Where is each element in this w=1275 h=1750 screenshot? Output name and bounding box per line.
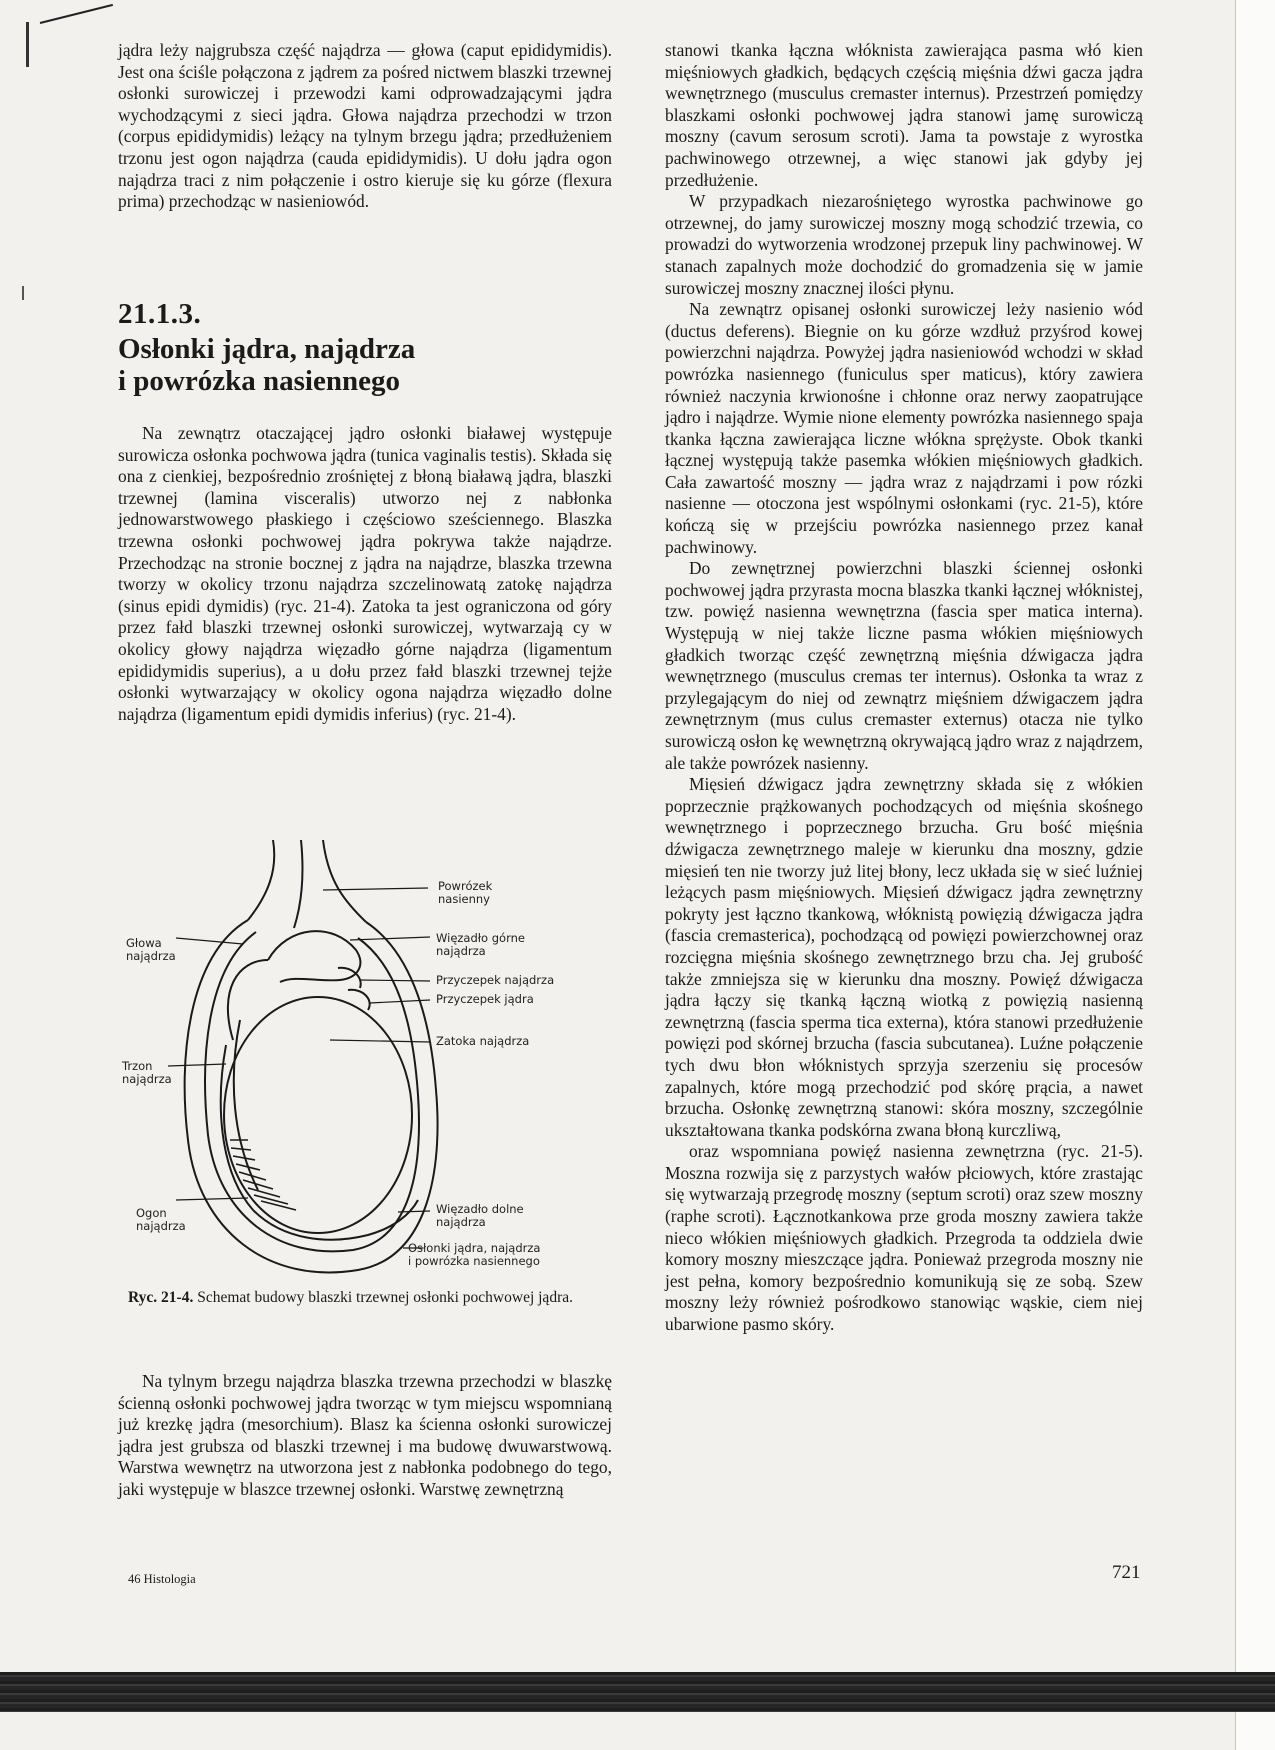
label-epididymis-body	[122, 1060, 172, 1086]
text-line: z jądra na najądrze, blaszka trzewna tworzy w okolicy	[118, 552, 612, 595]
text-line: białawą jądra, blaszki trzewnej (lamina visceralis) utworzo	[118, 466, 612, 508]
text-line: przez fałd blaszki trzewnej osłonki surowiczej, wytwarzają	[118, 617, 563, 638]
text-line: na utworzona jest z nabłonka podobnego do tego, jaki	[118, 1457, 612, 1499]
text-line: kę wewnętrzną okrywającą jądro wraz z najądrzem, ale	[665, 731, 1143, 773]
left-column-top	[118, 40, 612, 213]
epididymis-body-edge	[228, 960, 268, 1040]
text-line: pełna, komory bezpośrednio komunikują się ze sobą. Szew	[698, 1270, 1143, 1291]
paper-edge	[1235, 0, 1275, 1750]
text-line: sześciennego. Blaszka trzewna osłonki pochwowej jądra	[118, 509, 612, 551]
label-epididymis-tail	[136, 1207, 186, 1233]
testis-body	[224, 997, 412, 1233]
appendix-testis	[348, 990, 370, 1010]
text-line: lecz układa się w sieć luźniej leżących pasm mięśniowych.	[665, 860, 1143, 903]
label-appendix-epididymis: Przyczepek najądrza	[436, 973, 555, 987]
text-line: moszny leży również pośrodkowo stanowiąc wąskie, ciem	[665, 1292, 1107, 1313]
label-line: i powrózka nasiennego	[408, 1254, 540, 1268]
text-line: tkankową, włóknistą powięzią dźwigacza jądra (fascia	[665, 903, 1144, 946]
text-line: poprzecznie prążkowanych pochodzących od mięśnia	[665, 795, 1079, 816]
text-line: oraz rozcięgna mięśnia skośnego zewnętrznego brzu	[665, 925, 1144, 967]
text-line: groda moszny zawiera także nieco włókien mięśniowych	[665, 1206, 1143, 1248]
label-line: Powrózek	[438, 879, 493, 893]
label-appendix-testis: Przyczepek jądra	[436, 992, 534, 1006]
label-epididymal-sinus: Zatoka najądrza	[436, 1034, 530, 1048]
text-line: występują także pasemka włókien mięśniowych gładkich.	[722, 450, 1143, 471]
text-line: 21-5), które kończą się w przejściu powrózka nasiennego	[665, 493, 1143, 536]
text-line: miejscu wspomnianą już krezkę jądra (mesorchium). Blasz	[118, 1392, 612, 1435]
scan-tick	[22, 286, 24, 300]
label-line: najądrza	[122, 1072, 172, 1086]
text-line: bość mięśnia dźwigacza zewnętrznego maleje w kierunku	[665, 817, 1143, 859]
text-line: Jama ta powstaje z wyrostka pachwinowego otrzewnej,	[665, 126, 1143, 168]
paragraph-right-3	[665, 299, 1143, 558]
text-line: Na tylnym brzegu najądrza blaszka trzewna przechodzi	[142, 1371, 542, 1391]
label-line: najądrza	[126, 949, 176, 963]
text-line: ter internus). Osłonka ta wraz z przylegającym do niej od	[665, 666, 1143, 708]
cord-outline-left	[248, 840, 274, 920]
text-line: matica interna). Występują w niej także liczne pasma	[665, 601, 1143, 644]
section-title-line: Osłonki jądra, najądrza	[118, 333, 416, 365]
text-line: ilości płynu.	[868, 277, 955, 298]
text-line: do gromadzenia się w jamie surowiczej moszny znacznej	[665, 255, 1143, 298]
paragraph-right-4	[665, 558, 1143, 774]
text-line: wiotką z powięzią nasienną zewnętrzną (fascia sperma	[665, 990, 1143, 1032]
text-line: gacza jądra wewnętrznego (musculus cremaster internus).	[665, 61, 1143, 104]
text-line: cremasterica), pochodzącą od powięzi powierzchownej	[717, 925, 1114, 946]
text-line: występuje w blaszce trzewnej osłonki. Warstwę zewnętrzną	[148, 1478, 564, 1499]
section-title	[118, 333, 558, 397]
text-line: mieszczące jądra. Ponieważ przegroda moszny nie jest	[665, 1249, 1143, 1291]
text-line: skórnej brzucha (fascia subcutanea). Luźne połączenie	[757, 1033, 1144, 1054]
text-line: cha. Jej grubość także zmniejsza się w kierunku dna	[665, 946, 1143, 989]
text-line: ogona najądrza więzadło dolne najądrza (ligamentum epidi	[118, 682, 612, 724]
cord-outline-far	[323, 840, 366, 922]
text-line: nione elementy powrózka nasiennego spaja tkanka łączna	[665, 407, 1143, 449]
text-line: ukształtowana tkanka podskórna zwana błoną kurczliwą,	[665, 1119, 1061, 1140]
text-line: włókien mięśniowych gładkich tworząc część zewnętrzną	[665, 623, 1143, 665]
text-line: Składa się ona z cienkiej, bezpośrednio zrośniętej z błoną	[118, 444, 612, 487]
text-line: culus cremaster externus) otacza nie tylko surowiczą osłon	[665, 709, 1143, 751]
text-line: pokrywa także najądrze. Przechodząc na stronie bocznej	[118, 530, 612, 573]
paragraph-right-5	[665, 774, 1143, 1141]
left-column-middle	[118, 423, 612, 725]
text-line: trzonu najądrza szczelinowatą zatokę najądrza (sinus epidi	[118, 574, 612, 616]
paragraph-tunica-vaginalis	[118, 423, 612, 725]
paragraph-right-1	[665, 40, 1143, 191]
paragraph-epididymis	[118, 40, 612, 213]
label-line: Osłonki jądra, najądrza	[408, 1241, 541, 1255]
paragraph-right-2	[665, 191, 1143, 299]
text-line: gładkich. Przegroda ta oddziela dwie komory moszny	[665, 1227, 1143, 1270]
label-line: Więzadło dolne	[436, 1202, 524, 1216]
text-line: niej ubarwione pasmo skóry.	[665, 1292, 1143, 1335]
text-line: stanowi jamę surowiczą moszny (cavum serosum scroti).	[665, 104, 1143, 147]
scan-shadow-bar	[0, 1672, 1275, 1712]
label-line: nasienny	[438, 892, 490, 906]
text-line: epididymidis). Jest ona ściśle połączona z jądrem za pośred	[118, 40, 612, 82]
text-line: cy w okolicy głowy najądrza więzadło górne najądrza	[118, 617, 612, 659]
text-line: leżący na tylnym brzegu jądra; przedłużeniem trzonu jest	[118, 126, 612, 168]
text-line: liny pachwinowej. W stanach zapalnych może dochodzić	[665, 234, 1144, 276]
paragraph-right-6	[665, 1141, 1143, 1335]
text-line: moszny. Powięź dźwigacza jądra łączy się tkanką łączną	[665, 968, 1143, 1011]
text-line: włóknistej, tzw. powięź nasienna wewnętrzna (fascia sper	[665, 579, 1143, 622]
text-line: skośnego wewnętrznego i poprzecznego brzucha. Gru	[665, 795, 1143, 838]
text-line: pochwowej jądra przyrasta mocna blaszka tkanki łącznej	[665, 579, 1067, 600]
text-line: tica externa), która stanowi przedłużenie powięzi pod	[665, 1011, 1143, 1054]
text-line: zapalnych, które mogą przechodzić pod skórę prącia,	[665, 1076, 1084, 1097]
text-line: zawierająca liczne włókna sprężyste. Obok tkanki łącznej	[665, 428, 1143, 471]
text-line: kien mięśniowych gładkich, będących częścią mięśnia dźwi	[665, 40, 1143, 82]
text-line: w blaszkę ścienną osłonki pochwowej jądra tworząc w tym	[118, 1371, 612, 1413]
label-line: Ogon	[136, 1206, 167, 1220]
text-line: trzewia, co prowadzi do wytworzenia wrodzonej przepuk	[665, 212, 1143, 255]
text-line: Przestrzeń pomiędzy blaszkami osłonki pochwowej jądra	[665, 83, 1143, 125]
text-line: oraz szew moszny (raphe scroti). Łącznotkankowa prze	[665, 1184, 1144, 1227]
label-spermatic-cord	[438, 880, 492, 906]
paragraph-parietal-layer	[118, 1371, 612, 1501]
label-coverings	[408, 1242, 540, 1268]
epididymis-head	[268, 931, 360, 982]
text-line: ogon najądrza (cauda epididymidis). U dołu jądra ogon	[202, 147, 612, 168]
page-number: 721	[1112, 1562, 1141, 1583]
text-line: mięśnia dźwigacza jądra wewnętrznego (musculus cremas	[665, 644, 1144, 687]
label-line: Trzon	[122, 1059, 153, 1073]
caption-label: Ryc. 21-4.	[128, 1289, 194, 1306]
text-line: Głowa najądrza przechodzi w trzon (corpus epididymidis)	[118, 104, 612, 147]
text-line: nictwem blaszki trzewnej osłonki surowiczej i przewodzi	[118, 61, 612, 104]
text-line: przez kanał pachwinowy.	[665, 515, 1143, 557]
text-line: tych dwu błon włóknistych sprzyja szerzeniu się procesów	[665, 1054, 1143, 1075]
text-line: Cała zawartość moszny — jądra wraz z najądrzami i pow	[665, 471, 1100, 492]
label-epididymis-head	[126, 937, 176, 963]
label-inferior-ligament	[436, 1203, 524, 1229]
text-line: surowicza osłonka pochwowa jądra (tunica vaginalis testis).	[118, 444, 541, 465]
text-line: rózki nasienne — otoczona jest wspólnymi osłonkami (ryc.	[665, 471, 1143, 514]
text-line: zrastając się wytwarzają przegrodę moszny (septum scroti)	[665, 1162, 1143, 1205]
text-line: dymidis inferius) (ryc. 21-4).	[313, 703, 516, 724]
section-title-line: i powrózka nasiennego	[118, 365, 400, 397]
text-line: dymidis) (ryc. 21-4). Zatoka ta jest ograniczona od góry	[206, 595, 612, 616]
label-line: Więzadło górne	[436, 931, 525, 945]
testis-diagram	[118, 840, 618, 1290]
figure-21-4	[118, 840, 618, 1290]
text-line: wchodzi w skład powrózka nasiennego (funiculus sper	[665, 342, 1143, 384]
text-line: także powrózek nasienny.	[689, 752, 869, 773]
text-line: i chłonne oraz nerwy zaopatrujące jądro i najądrze. Wymie	[665, 385, 1143, 428]
text-line: blaszki trzewnej tejże osłonki wytwarzający w okolicy	[118, 660, 613, 703]
text-line: nej z nabłonka jednowarstwowego płaskiego i częściowo	[118, 487, 612, 530]
text-line: a więc stanowi jak gdyby jej przedłużenie.	[665, 147, 1143, 190]
label-line: najądrza	[136, 1219, 186, 1233]
text-line: (flexura prima) przechodząc w nasieniowód.	[118, 169, 612, 212]
text-line: Na zewnątrz opisanej osłonki surowiczej leży nasienio	[689, 299, 1104, 320]
text-line: Na zewnątrz otaczającej jądro osłonki białawej występuje	[142, 423, 612, 443]
caption-text: Schemat budowy blaszki trzewnej osłonki pochwowej jądra.	[197, 1289, 573, 1306]
scan-mark	[26, 22, 29, 67]
text-line: ka ścienna osłonki surowiczej jądra jest grubsza od blaszki	[118, 1414, 612, 1456]
text-line: kami odprowadzającymi jądra wychodzącymi z sieci jądra.	[118, 83, 613, 125]
text-line: wód (ductus deferens). Biegnie on ku górze wzdłuż przyśrod	[665, 299, 1143, 341]
label-superior-ligament	[436, 932, 525, 958]
text-line: Do zewnętrznej powierzchni blaszki ściennej osłonki	[689, 558, 1143, 579]
figure-caption	[128, 1288, 618, 1308]
cord-outline-right	[294, 840, 303, 928]
text-line: oraz wspomniana powięź nasienna zewnętrzna (ryc. 21-5).	[689, 1141, 1143, 1162]
running-footer: 46 Histologia	[128, 1572, 196, 1586]
text-line: Mięsień dźwigacz jądra zewnętrzny składa się z włókien	[689, 774, 1143, 795]
text-line: a nawet brzucha.	[665, 1076, 1144, 1119]
right-column	[665, 40, 1143, 1336]
text-line: kowej powierzchni najądrza. Powyżej jądra nasieniowód	[665, 320, 1143, 363]
text-line: najądrza traci z nim połączenie i ostro kieruje się ku górze	[118, 169, 557, 190]
text-line: Mięsień dźwigacz jądra zewnętrzny pokryty jest łączno	[665, 882, 1143, 924]
text-line: maticus), który zawiera również naczynia krwionośne	[665, 363, 1143, 406]
text-line: stanowi tkanka łączna włóknista zawierająca pasma włó	[665, 40, 1102, 60]
text-line: go otrzewnej, do jamy surowiczej moszny mogą schodzić	[665, 191, 1143, 233]
text-line: trzewnej i ma budowę dwuwarstwową. Warstwa wewnętrz	[118, 1435, 612, 1478]
text-line: (ligamentum epididymidis superius), a u dołu przez fałd	[118, 638, 612, 681]
text-line: dna moszny, gdzie mięsień ten nie tworzy już litej błony,	[665, 838, 1143, 881]
text-line: Moszna rozwija się z parzystych wałów płciowych, które	[665, 1162, 1083, 1183]
left-column-bottom	[118, 1371, 612, 1501]
label-line: najądrza	[436, 944, 486, 958]
text-line: Osłonkę zewnętrzną stanowi: skóra moszny, szczególnie	[732, 1098, 1143, 1119]
text-line: zewnątrz mięśniem dźwigaczem jądra zewnętrznym (mus	[665, 687, 1143, 730]
text-line: W przypadkach niezarośniętego wyrostka pachwinowe	[689, 191, 1112, 212]
label-line: najądrza	[436, 1215, 486, 1229]
label-line: Głowa	[126, 936, 162, 950]
section-number: 21.1.3.	[118, 298, 202, 330]
text-line: jądra leży najgrubsza część najądrza — głowa (caput	[118, 40, 512, 60]
